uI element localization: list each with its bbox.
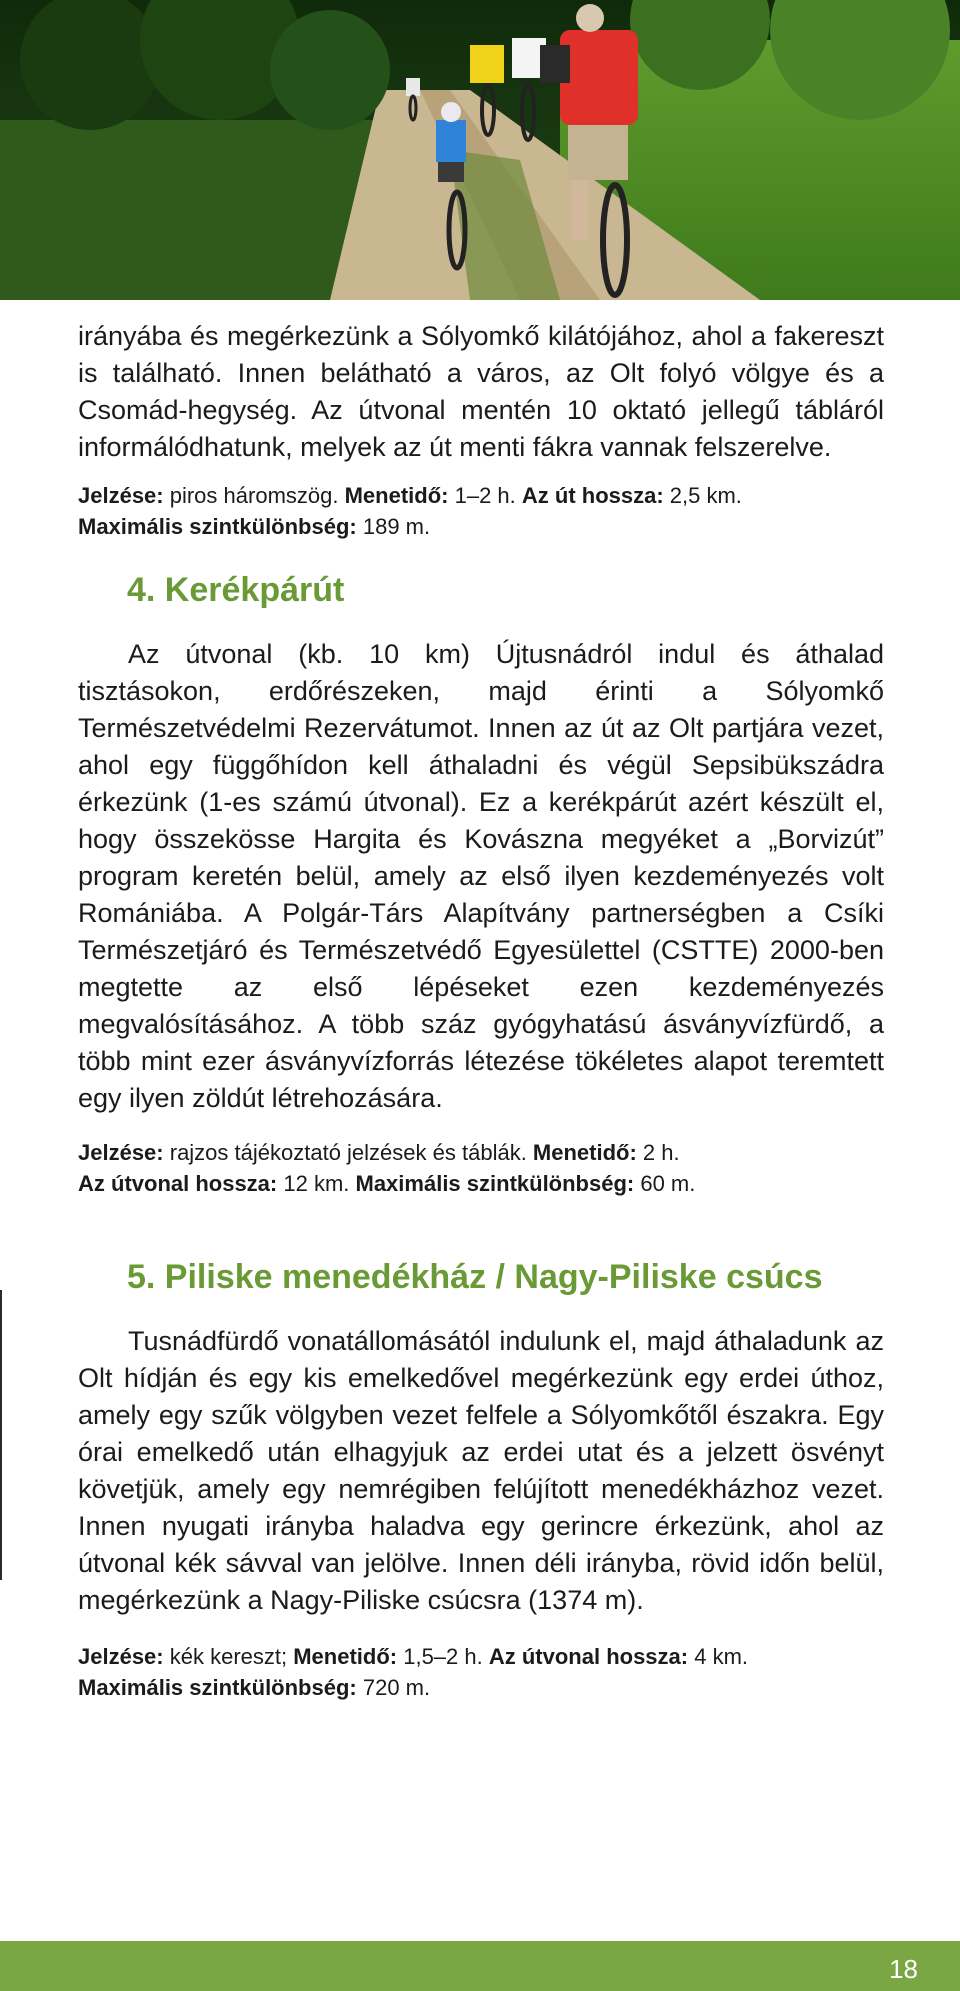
meta-elevation: 189 m. xyxy=(356,514,431,539)
meta-sign: rajzos tájékoztató jelzések és táblák. xyxy=(163,1140,533,1165)
section5-heading: 5. Piliske menedékház / Nagy-Piliske csúcs xyxy=(127,1258,823,1296)
page-edge-rule xyxy=(0,1290,2,1580)
meta-label-elevation: Maximális szintkülönbség: xyxy=(78,1675,357,1700)
meta-label-sign: Jelzése: xyxy=(78,1644,164,1669)
section5-body: Tusnádfürdő vonatállomásától indulunk el, majd áthaladunk az Olt hídján és egy kis emelkedővel megérkezünk egy erdei úthoz, amely egy szűk völgyben vezet felfele a Sólyomkőtől északra. Egy órai emelkedő után elhagyjuk az erdei utat és a jelzett ösvényt követjük, amely egy nemrégiben felújított menedékházhoz vezet. Innen nyugati irányba haladva egy gerincre érkezünk, ahol az útvonal kék sávval van jelölve. Innen déli irányba, rövid időn belül, megérkezünk a Nagy-Piliske csúcsra (1374 m). xyxy=(78,1326,884,1615)
meta-label-elevation: Maximális szintkülönbség: xyxy=(355,1171,635,1196)
meta-length: 12 km. xyxy=(277,1171,356,1196)
meta-time: 1,5–2 h. xyxy=(397,1644,489,1669)
meta-label-length: Az út hossza: xyxy=(521,483,664,508)
cyclists-photo xyxy=(0,0,960,300)
meta-label-time: Menetidő: xyxy=(293,1644,398,1669)
meta-time: 1–2 h. xyxy=(448,483,522,508)
meta-elevation: 720 m. xyxy=(356,1675,431,1700)
meta-label-sign: Jelzése: xyxy=(78,483,164,508)
meta-elevation: 60 m. xyxy=(634,1171,696,1196)
footer-bar xyxy=(0,1941,960,1991)
meta-sign: piros háromszög. xyxy=(163,483,345,508)
meta-label-sign: Jelzése: xyxy=(78,1140,164,1165)
meta-length: 4 km. xyxy=(688,1644,749,1669)
meta-label-length: Az útvonal hossza: xyxy=(78,1171,278,1196)
page-number: 18 xyxy=(889,1954,918,1984)
meta-length: 2,5 km. xyxy=(663,483,742,508)
section4-heading: 4. Kerékpárút xyxy=(127,571,345,609)
meta-sign: kék kereszt; xyxy=(163,1644,294,1669)
main-content xyxy=(78,318,884,1703)
intro-paragraph: irányába és megérkezünk a Sólyomkő kilátójához, ahol a fakereszt is található. Innen belátható a város, az Olt folyó völgye és a Csomád-hegység. Az útvonal mentén 10 oktató jellegű tábláról informálódhatunk, melyek az út menti fákra vannak felszerelve. xyxy=(78,321,884,462)
cyclists-photo-illustration xyxy=(0,0,960,300)
meta-label-elevation: Maximális szintkülönbség: xyxy=(78,514,357,539)
section5-meta xyxy=(78,1641,884,1703)
meta-time: 2 h. xyxy=(636,1140,680,1165)
meta-label-length: Az útvonal hossza: xyxy=(488,1644,689,1669)
meta-label-time: Menetidő: xyxy=(344,483,449,508)
section4-body: Az útvonal (kb. 10 km) Újtusnádról indul és áthalad tisztásokon, erdőrészeken, majd érinti a Sólyomkő Természetvédelmi Rezervátumot. Innen az út az Olt partjára vezet, ahol egy függőhídon kell áthaladni és végül Sepsibükszádra érkezünk (1-es számú útvonal). Ez a kerékpárút azért készült el, hogy összekösse Hargita és Kovászna megyéket a „Borvizút” program keretén belül, amely az első ilyen kezdeményezés volt Romániába. A Polgár-Társ Alapítvány partnerségben a Csíki Természetjáró és Természetvédő Egyesülettel (CSTTE) 2000-ben megtette az első lépéseket ezen kezdeményezés megvalósításához. A több száz gyógyhatású ásványvízfürdő, a több mint ezer ásványvízforrás létezése tökéletes alapot teremtett egy ilyen zöldút létrehozására. xyxy=(78,639,884,1113)
meta-label-time: Menetidő: xyxy=(532,1140,637,1165)
section4-meta xyxy=(78,1137,884,1199)
route3-meta xyxy=(78,480,884,542)
